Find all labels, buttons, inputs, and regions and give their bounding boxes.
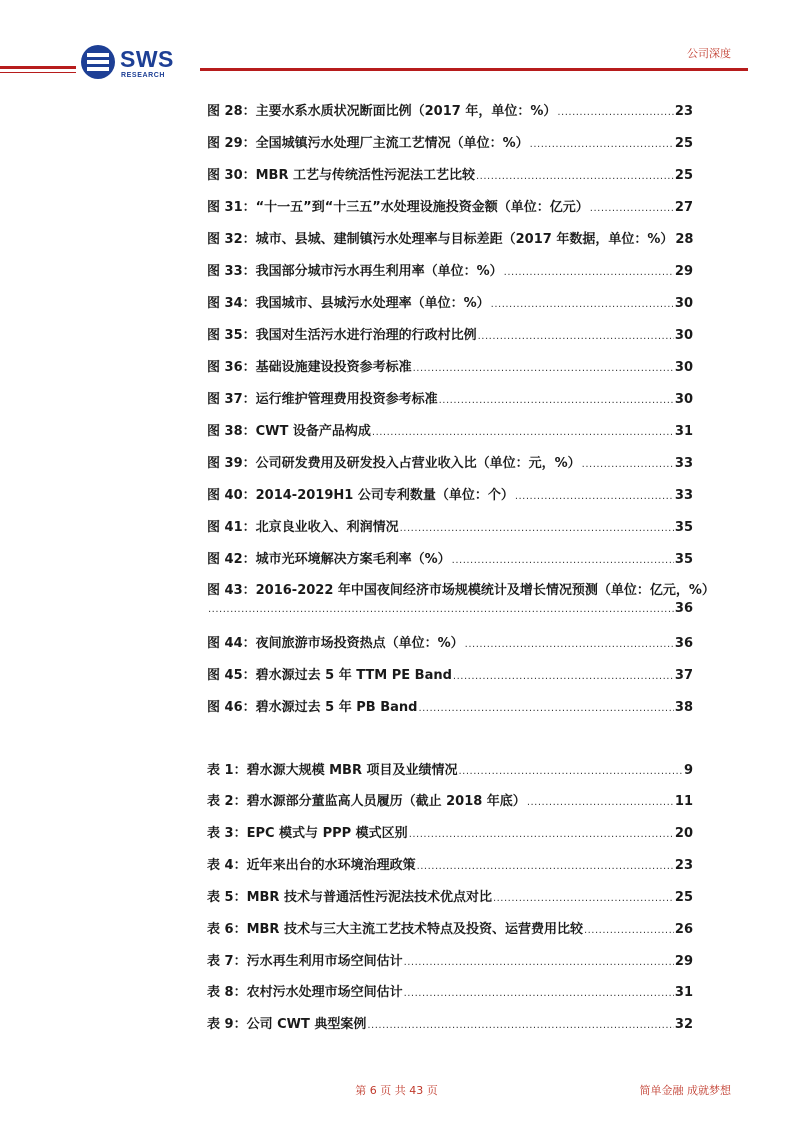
dot-leader	[452, 555, 674, 566]
dot-leader	[453, 671, 674, 682]
table-entry[interactable]	[207, 1013, 693, 1033]
dot-leader	[504, 267, 674, 278]
entry-page: 23	[674, 858, 693, 873]
entry-page: 29	[674, 954, 693, 969]
figure-entry[interactable]	[207, 420, 693, 440]
figure-entry[interactable]	[207, 516, 693, 536]
entry-label: 表 8：农村污水处理市场空间估计	[207, 985, 403, 1000]
entry-label: 图 29：全国城镇污水处理厂主流工艺情况（单位：%）	[207, 136, 529, 151]
entry-label: 图 38：CWT 设备产品构成	[207, 424, 371, 439]
entry-page: 31	[674, 985, 693, 1000]
entry-label: 图 43：2016-2022 年中国夜间经济市场规模统计及增长情况预测（单位：亿元，%）	[207, 583, 715, 598]
dot-leader	[404, 988, 674, 999]
entry-page: 9	[683, 763, 693, 778]
figure-entry[interactable]	[207, 696, 693, 716]
entry-label: 表 1：碧水源大规模 MBR 项目及业绩情况	[207, 763, 458, 778]
table-entry[interactable]	[207, 759, 693, 779]
entry-page: 37	[674, 668, 693, 683]
figure-entry[interactable]	[207, 292, 693, 312]
dot-leader	[208, 604, 674, 615]
entry-label: 图 35：我国对生活污水进行治理的行政村比例	[207, 328, 477, 343]
logo-sub-text: RESEARCH	[121, 72, 166, 79]
entry-page: 25	[674, 136, 693, 151]
entry-page: 28	[675, 232, 694, 247]
logo-brand-text: SWS	[120, 46, 174, 72]
figure-entry[interactable]	[207, 324, 693, 344]
entry-label: 表 7：污水再生利用市场空间估计	[207, 954, 403, 969]
entry-label: 表 4：近年来出台的水环境治理政策	[207, 858, 416, 873]
figure-entry[interactable]	[207, 164, 693, 184]
entry-page: 25	[674, 890, 693, 905]
entry-page: 33	[674, 456, 693, 471]
header-rule	[0, 66, 76, 69]
dot-leader	[413, 363, 674, 374]
entry-page: 30	[674, 360, 693, 375]
entry-label: 图 28：主要水系水质状况断面比例（2017 年，单位：%）	[207, 104, 557, 119]
entry-page: 11	[674, 794, 693, 809]
entry-label: 图 40：2014-2019H1 公司专利数量（单位：个）	[207, 488, 514, 503]
dot-leader	[400, 523, 674, 534]
entry-page: 25	[674, 168, 693, 183]
table-entry[interactable]	[207, 790, 693, 810]
figure-entry[interactable]	[207, 632, 693, 652]
entry-page: 33	[674, 488, 693, 503]
dot-leader	[584, 925, 674, 936]
entry-page: 32	[674, 1017, 693, 1032]
entry-page: 23	[674, 104, 693, 119]
figure-entry[interactable]	[207, 388, 693, 408]
figure-entry[interactable]	[207, 260, 693, 280]
dot-leader	[418, 703, 673, 714]
entry-label: 图 34：我国城市、县城污水处理率（单位：%）	[207, 296, 490, 311]
table-entry[interactable]	[207, 822, 693, 842]
entry-label: 图 46：碧水源过去 5 年 PB Band	[207, 700, 418, 715]
figure-entry[interactable]	[207, 356, 693, 376]
footer-slogan: 简单金融 成就梦想	[639, 1084, 731, 1097]
dot-leader	[476, 171, 674, 182]
dot-leader	[527, 797, 674, 808]
dot-leader	[515, 491, 674, 502]
figure-entry[interactable]	[207, 196, 693, 216]
dot-leader	[491, 299, 674, 310]
dot-leader	[367, 1020, 674, 1031]
entry-label: 表 3：EPC 模式与 PPP 模式区别	[207, 826, 408, 841]
table-entry[interactable]	[207, 918, 693, 938]
dot-leader	[590, 203, 674, 214]
dot-leader	[372, 427, 674, 438]
entry-label: 图 32：城市、县城、建制镇污水处理率与目标差距（2017 年数据，单位：%）	[207, 232, 674, 247]
table-entry[interactable]	[207, 950, 693, 970]
figure-entry[interactable]	[207, 664, 693, 684]
dot-leader	[493, 893, 674, 904]
entry-label: 图 45：碧水源过去 5 年 TTM PE Band	[207, 668, 452, 683]
figure-entry[interactable]	[207, 132, 693, 152]
entry-label: 图 31：“十一五”到“十三五”水处理设施投资金额（单位：亿元）	[207, 200, 589, 215]
figure-entry[interactable]	[207, 100, 693, 120]
report-type-label: 公司深度	[687, 47, 731, 60]
entry-page: 29	[674, 264, 693, 279]
entry-page: 38	[674, 700, 693, 715]
entry-page: 31	[674, 424, 693, 439]
dot-leader	[404, 957, 674, 968]
figure-entry[interactable]	[207, 548, 693, 568]
entry-label: 表 9：公司 CWT 典型案例	[207, 1017, 367, 1032]
entry-label: 图 33：我国部分城市污水再生利用率（单位：%）	[207, 264, 503, 279]
sws-logo-icon	[80, 44, 116, 80]
entry-page: 35	[674, 552, 693, 567]
dot-leader	[530, 139, 674, 150]
entry-label: 图 37：运行维护管理费用投资参考标准	[207, 392, 438, 407]
entry-label: 图 30：MBR 工艺与传统活性污泥法工艺比较	[207, 168, 475, 183]
entry-label: 图 36：基础设施建设投资参考标准	[207, 360, 412, 375]
entry-label: 图 41：北京良业收入、利润情况	[207, 520, 399, 535]
header-rule-thin	[0, 72, 76, 73]
entry-label: 图 39：公司研发费用及研发投入占营业收入比（单位：元，%）	[207, 456, 581, 471]
dot-leader	[582, 459, 674, 470]
entry-page: 30	[674, 392, 693, 407]
entry-page: 36	[674, 636, 693, 651]
figure-entry[interactable]	[207, 228, 693, 248]
page-number: 第 6 页 共 43 页	[355, 1084, 438, 1097]
entry-page: 35	[674, 520, 693, 535]
figure-entry[interactable]	[207, 484, 693, 504]
dot-leader	[409, 829, 674, 840]
entry-label: 图 44：夜间旅游市场投资热点（单位：%）	[207, 636, 464, 651]
entry-page: 20	[674, 826, 693, 841]
figure-entry[interactable]	[207, 579, 715, 619]
entry-label: 图 42：城市光环境解决方案毛利率（%）	[207, 552, 451, 567]
sws-logo	[80, 44, 190, 84]
dot-leader	[465, 639, 674, 650]
entry-page: 26	[674, 922, 693, 937]
dot-leader	[557, 107, 674, 118]
entry-label: 表 6：MBR 技术与三大主流工艺技术特点及投资、运营费用比较	[207, 922, 583, 937]
entry-page: 30	[674, 328, 693, 343]
table-entry[interactable]	[207, 886, 693, 906]
dot-leader	[458, 766, 682, 777]
dot-leader	[417, 861, 674, 872]
entry-page: 30	[674, 296, 693, 311]
dot-leader	[478, 331, 674, 342]
entry-label: 表 5：MBR 技术与普通活性污泥法技术优点对比	[207, 890, 492, 905]
entry-page: 27	[674, 200, 693, 215]
table-entry[interactable]	[207, 981, 693, 1001]
entry-label: 表 2：碧水源部分董监高人员履历（截止 2018 年底）	[207, 794, 526, 809]
entry-page: 36	[674, 601, 693, 616]
figure-entry[interactable]	[207, 452, 693, 472]
dot-leader	[439, 395, 674, 406]
header-rule-right	[200, 68, 748, 71]
table-entry[interactable]	[207, 854, 693, 874]
